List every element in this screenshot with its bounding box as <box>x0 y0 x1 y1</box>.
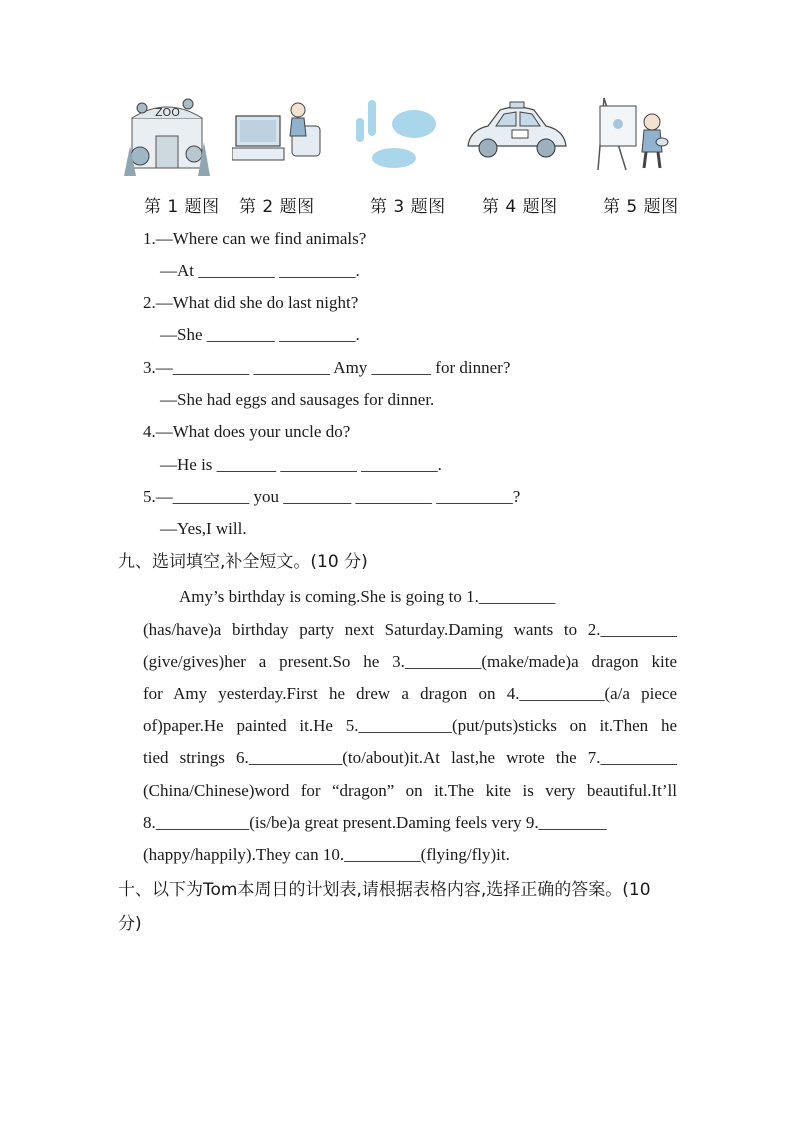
figure-1-caption: 第 1 题图 <box>144 197 220 217</box>
figure-5-caption: 第 5 题图 <box>603 197 679 217</box>
passage-line-4: for Amy yesterday.First he drew a dragon on 4.__________(a/a piece <box>143 684 677 703</box>
painting-boy-icon <box>596 96 672 172</box>
figure-2-caption: 第 2 题图 <box>239 197 315 217</box>
figure-4-caption: 第 4 题图 <box>482 197 558 217</box>
passage-line-6: tied strings 6.___________(to/about)it.At last,he wrote the 7._________ <box>143 748 677 767</box>
taxi-icon <box>464 96 570 166</box>
passage-line-5: of)paper.He painted it.He 5.___________(put/puts)sticks on it.Then he <box>143 716 677 735</box>
figure-4-taxi <box>464 96 570 171</box>
section-9-heading: 九、选词填空,补全短文。(10 分) <box>118 552 368 572</box>
answer-5: —Yes,I will. <box>160 519 247 538</box>
question-4: 4.—What does your uncle do? <box>143 422 351 441</box>
answer-1: —At _________ _________. <box>160 261 360 280</box>
answer-4: —He is _______ _________ _________. <box>160 455 442 474</box>
figure-1-zoo <box>122 96 212 183</box>
question-5: 5.—_________ you ________ _________ _________? <box>143 487 521 506</box>
watching-tv-icon <box>232 96 322 166</box>
passage-line-9: (happy/happily).They can 10._________(flying/fly)it. <box>143 845 510 864</box>
passage-line-2: (has/have)a birthday party next Saturday.Daming wants to 2._________ <box>143 620 677 639</box>
passage-line-7: (China/Chinese)word for “dragon” on it.The kite is very beautiful.It’ll <box>143 781 677 800</box>
question-2: 2.—What did she do last night? <box>143 293 359 312</box>
answer-3: —She had eggs and sausages for dinner. <box>160 390 435 409</box>
sausages-eggs-icon <box>352 96 442 168</box>
zoo-icon <box>122 96 212 178</box>
question-3: 3.—_________ _________ Amy _______ for dinner? <box>143 358 511 377</box>
figure-3-food <box>352 96 442 173</box>
figure-3-caption: 第 3 题图 <box>370 197 446 217</box>
passage-line-3: (give/gives)her a present.So he 3._________(make/made)a dragon kite <box>143 652 677 671</box>
answer-2: —She ________ _________. <box>160 325 360 344</box>
figure-2-tv <box>232 96 322 171</box>
svg-text:ZOO: ZOO <box>155 106 180 119</box>
figure-5-painting <box>596 96 672 177</box>
passage-line-1: Amy’s birthday is coming.She is going to 1._________ <box>179 587 556 606</box>
section-10-heading-cont: 分) <box>118 914 142 934</box>
question-1: 1.—Where can we find animals? <box>143 229 367 248</box>
section-10-heading: 十、以下为Tom本周日的计划表,请根据表格内容,选择正确的答案。(10 <box>118 880 651 900</box>
passage-line-8: 8.___________(is/be)a great present.Daming feels very 9.________ <box>143 813 607 832</box>
